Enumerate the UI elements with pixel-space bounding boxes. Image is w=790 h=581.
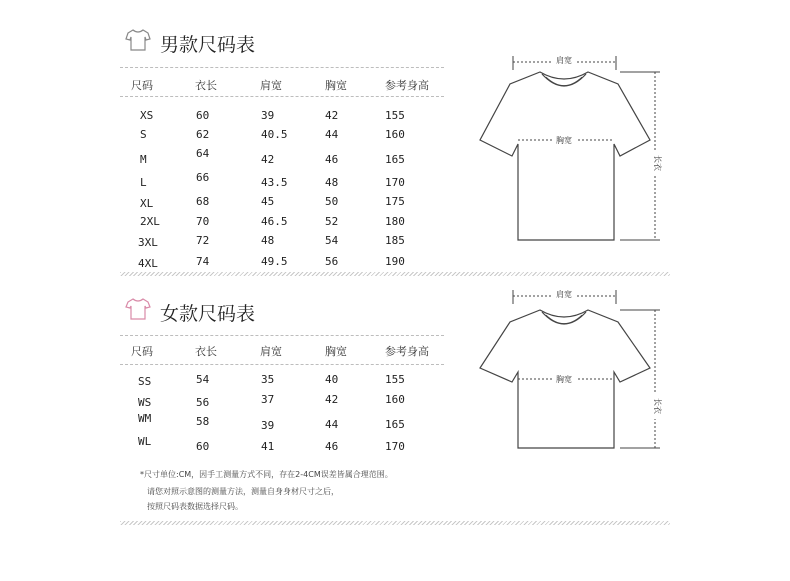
men-cell-length: 70 xyxy=(196,215,210,228)
men-cell-height: 190 xyxy=(385,255,405,268)
men-cell-shoulder: 49.5 xyxy=(261,255,288,268)
men-cell-shoulder: 45 xyxy=(261,195,275,208)
women-cell-chest: 40 xyxy=(325,373,339,386)
women-tshirt-measurement-diagram xyxy=(468,288,668,468)
women-cell-length: 54 xyxy=(196,373,210,386)
men-cell-height: 180 xyxy=(385,215,405,228)
women-cell-size: WS xyxy=(138,396,152,409)
men-cell-length: 74 xyxy=(196,255,210,268)
women-header-size: 尺码 xyxy=(131,345,153,358)
women-tshirt-icon xyxy=(125,297,151,321)
men-cell-shoulder: 39 xyxy=(261,109,275,122)
women-cell-shoulder: 35 xyxy=(261,373,275,386)
men-header-top-rule xyxy=(120,67,444,68)
men-cell-size: L xyxy=(140,176,147,189)
women-header-shoulder: 肩宽 xyxy=(260,345,282,358)
men-cell-chest: 56 xyxy=(325,255,339,268)
men-tshirt-icon xyxy=(125,28,151,52)
men-cell-height: 170 xyxy=(385,176,405,189)
measurement-note-3: 按照尺码表数据选择尺码。 xyxy=(147,502,243,511)
men-cell-size: 3XL xyxy=(138,236,158,249)
men-cell-length: 72 xyxy=(196,234,210,247)
men-tshirt-measurement-diagram xyxy=(468,48,668,248)
measurement-note-2: 请您对照示意图的测量方法，测量自身身材尺寸之后， xyxy=(147,487,339,496)
women-cell-height: 170 xyxy=(385,440,405,453)
men-cell-size: XS xyxy=(140,109,154,122)
men-header-length: 衣长 xyxy=(195,79,217,92)
men-section-divider xyxy=(120,272,670,276)
women-cell-height: 165 xyxy=(385,418,405,431)
men-cell-chest: 52 xyxy=(325,215,339,228)
men-size-chart-title: 男款尺码表 xyxy=(160,34,256,56)
women-cell-size: WL xyxy=(138,435,152,448)
men-cell-height: 160 xyxy=(385,128,405,141)
women-header-height: 参考身高 xyxy=(385,345,429,358)
men-cell-chest: 44 xyxy=(325,128,339,141)
women-cell-shoulder: 39 xyxy=(261,419,275,432)
men-cell-height: 165 xyxy=(385,153,405,166)
men-cell-chest: 46 xyxy=(325,153,339,166)
men-header-size: 尺码 xyxy=(131,79,153,92)
women-header-length: 衣长 xyxy=(195,345,217,358)
men-diagram-chest-label: 胸宽 xyxy=(556,136,572,145)
women-header-top-rule xyxy=(120,335,444,336)
men-cell-chest: 48 xyxy=(325,176,339,189)
men-diagram-shoulder-label: 肩宽 xyxy=(556,56,572,65)
women-cell-chest: 42 xyxy=(325,393,339,406)
women-cell-height: 160 xyxy=(385,393,405,406)
men-diagram-length-label: 长衣 xyxy=(653,155,662,171)
men-header-chest: 胸宽 xyxy=(325,79,347,92)
women-cell-chest: 44 xyxy=(325,418,339,431)
men-cell-size: XL xyxy=(140,197,154,210)
women-header-chest: 胸宽 xyxy=(325,345,347,358)
women-cell-length: 58 xyxy=(196,415,210,428)
women-diagram-shoulder-label: 肩宽 xyxy=(556,290,572,299)
women-cell-shoulder: 37 xyxy=(261,393,275,406)
men-header-bottom-rule xyxy=(120,96,444,97)
men-cell-chest: 54 xyxy=(325,234,339,247)
men-cell-length: 62 xyxy=(196,128,210,141)
men-cell-length: 66 xyxy=(196,171,210,184)
men-cell-chest: 42 xyxy=(325,109,339,122)
men-cell-shoulder: 43.5 xyxy=(261,176,288,189)
measurement-note-1: *尺寸单位:CM，因手工测量方式不同，存在2-4CM误差皆属合理范围。 xyxy=(140,470,393,479)
men-cell-shoulder: 40.5 xyxy=(261,128,288,141)
men-cell-shoulder: 42 xyxy=(261,153,275,166)
women-cell-length: 56 xyxy=(196,396,210,409)
men-cell-size: 2XL xyxy=(140,215,160,228)
women-header-bottom-rule xyxy=(120,364,444,365)
men-cell-shoulder: 46.5 xyxy=(261,215,288,228)
men-cell-chest: 50 xyxy=(325,195,339,208)
men-header-shoulder: 肩宽 xyxy=(260,79,282,92)
footer-divider xyxy=(120,521,670,525)
women-diagram-chest-label: 胸宽 xyxy=(556,375,572,384)
men-cell-size: 4XL xyxy=(138,257,158,270)
men-cell-length: 60 xyxy=(196,109,210,122)
women-diagram-length-label: 长衣 xyxy=(653,398,662,414)
women-size-chart-title: 女款尺码表 xyxy=(160,303,256,325)
men-header-height: 参考身高 xyxy=(385,79,429,92)
women-cell-size: SS xyxy=(138,375,152,388)
men-cell-length: 64 xyxy=(196,147,210,160)
women-cell-size: WM xyxy=(138,412,152,425)
women-cell-length: 60 xyxy=(196,440,210,453)
women-cell-height: 155 xyxy=(385,373,405,386)
men-cell-shoulder: 48 xyxy=(261,234,275,247)
men-cell-height: 175 xyxy=(385,195,405,208)
women-cell-shoulder: 41 xyxy=(261,440,275,453)
women-cell-chest: 46 xyxy=(325,440,339,453)
men-cell-height: 185 xyxy=(385,234,405,247)
men-cell-length: 68 xyxy=(196,195,210,208)
men-cell-height: 155 xyxy=(385,109,405,122)
men-cell-size: M xyxy=(140,153,147,166)
men-cell-size: S xyxy=(140,128,147,141)
